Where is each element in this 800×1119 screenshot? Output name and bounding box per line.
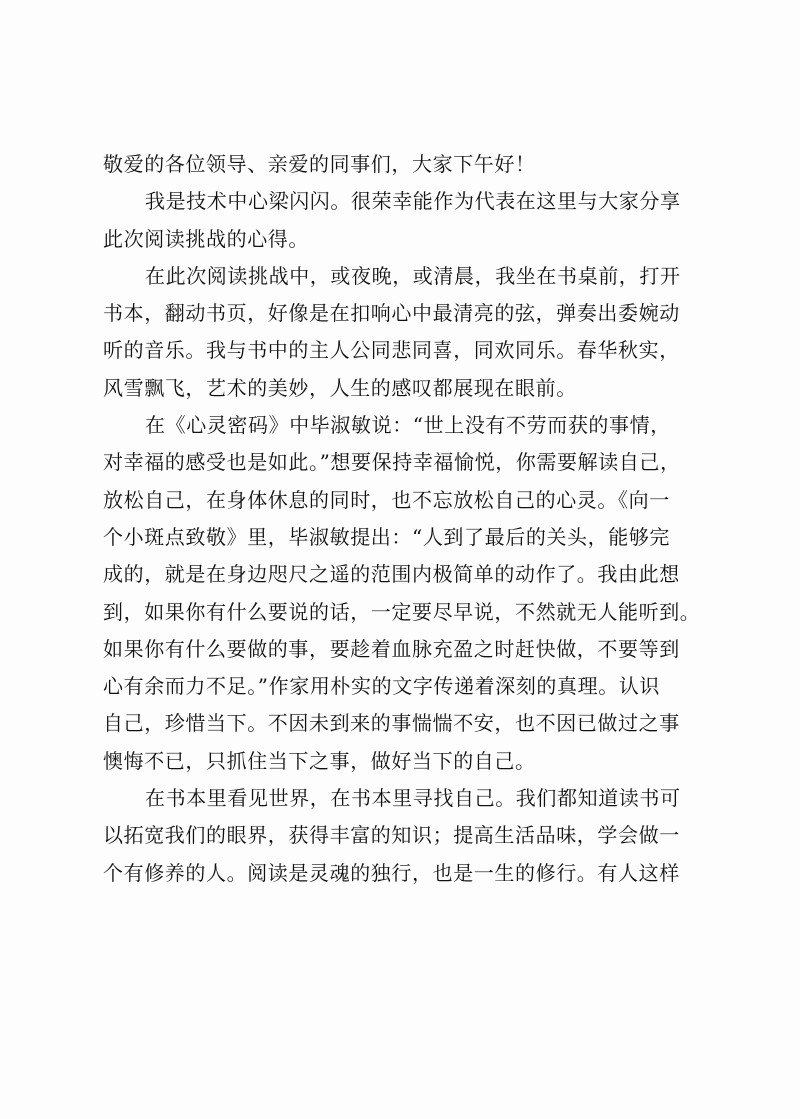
line-3: 此次阅读挑战的心得。 xyxy=(103,226,309,251)
line-6: 听的音乐。我与书中的主人公同悲同喜，同欢同乐。春华秋实， xyxy=(103,338,680,363)
line-4: 在此次阅读挑战中，或夜晚，或清晨，我坐在书桌前，打开 xyxy=(145,263,681,288)
line-7: 风雪飘飞，艺术的美妙，人生的感叹都展现在眼前。 xyxy=(103,375,577,400)
line-5: 书本，翻动书页，好像是在扣响心中最清亮的弦，弹奏出委婉动 xyxy=(103,301,680,326)
line-18: 在书本里看见世界，在书本里寻找自己。我们都知道读书可 xyxy=(145,786,681,811)
line-10: 放松自己，在身体休息的同时，也不忘放松自己的心灵。《向一 xyxy=(103,487,670,512)
line-15: 心有余而力不足。”作家用朴实的文字传递着深刻的真理。认识 xyxy=(103,674,661,699)
line-11: 个小斑点致敬》里，毕淑敏提出：“人到了最后的关头，能够完 xyxy=(103,524,671,549)
line-14: 如果你有什么要做的事，要趁着血脉充盈之时赶快做，不要等到 xyxy=(103,636,680,661)
line-2: 我是技术中心梁闪闪。很荣幸能作为代表在这里与大家分享 xyxy=(145,189,681,214)
line-19: 以拓宽我们的眼界，获得丰富的知识；提高生活品味，学会做一 xyxy=(103,823,680,848)
line-20: 个有修养的人。阅读是灵魂的独行，也是一生的修行。有人这样 xyxy=(103,860,680,885)
line-12: 成的，就是在身边咫尺之遥的范围内极简单的动作了。我由此想 xyxy=(103,562,680,587)
line-1: 敬爱的各位领导、亲爱的同事们，大家下午好！ xyxy=(103,152,536,176)
line-13: 到，如果你有什么要说的话，一定要尽早说，不然就无人能听到。 xyxy=(103,599,701,624)
line-9: 对幸福的感受也是如此。”想要保持幸福愉悦，你需要解读自己， xyxy=(103,450,681,475)
document-body xyxy=(103,146,703,892)
line-8: 在《心灵密码》中毕淑敏说：“世上没有不劳而获的事情， xyxy=(145,413,671,438)
line-16: 自己，珍惜当下。不因未到来的事惴惴不安，也不因已做过之事 xyxy=(103,711,680,736)
line-17: 懊悔不已，只抓住当下之事，做好当下的自己。 xyxy=(103,748,536,773)
